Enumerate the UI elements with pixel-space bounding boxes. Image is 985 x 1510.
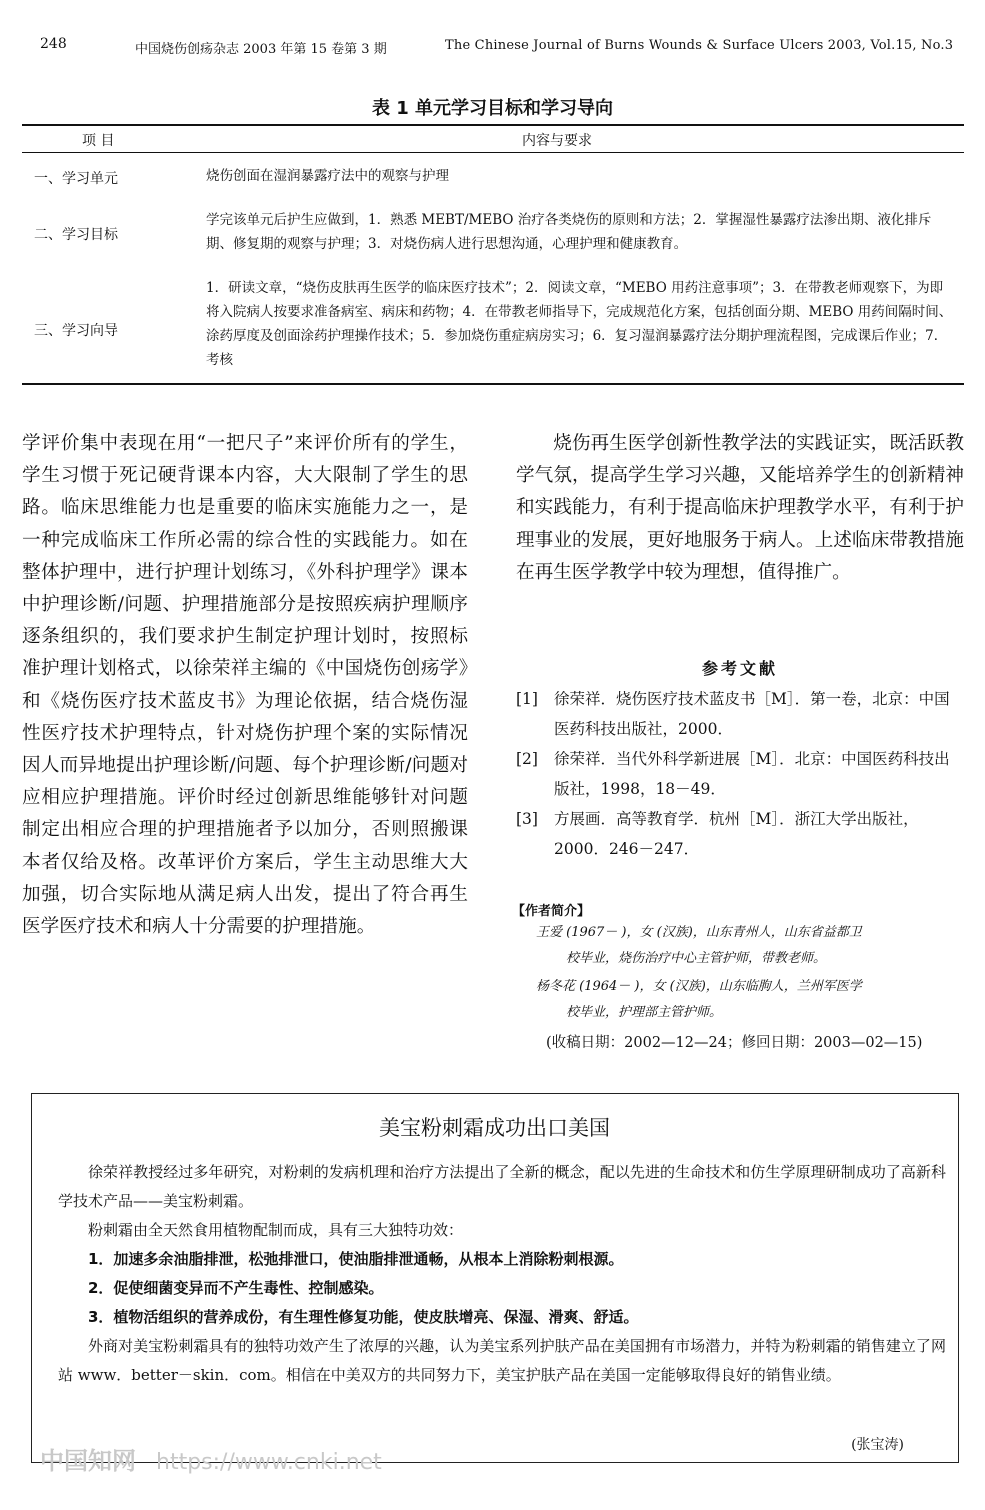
received-dates: (收稿日期：2002—12—24；修回日期：2003—02—15) (546, 1035, 923, 1051)
table-row-content: 烧伤创面在湿润暴露疗法中的观察与护理 (206, 168, 449, 184)
reference-number: [2] (516, 750, 538, 768)
cnki-watermark (40, 1441, 382, 1476)
news-list-item: 3．植物活组织的营养成份，有生理性修复功能，使皮肤增亮、保湿、滑爽、舒适。 (88, 1308, 639, 1326)
news-paragraph: 外商对美宝粉刺霜具有的独特功效产生了浓厚的兴趣，认为美宝系列护肤产品在美国拥有市场潜力，并特为粉刺霜的销售建立了网站 www．better－skin．com。相信在中美双方的共同努力下，美宝护肤产品在美国一定能够取得良好的销售业绩。 (58, 1337, 946, 1384)
body-text-left-column: 学评价集中表现在用“一把尺子”来评价所有的学生，学生习惯于死记硬背课本内容，大大限制了学生的思路。临床思维能力也是重要的临床实施能力之一，是一种完成临床工作所必需的综合性的实践能力。如在整体护理中，进行护理计划练习，《外科护理学》课本中护理诊断/问题、护理措施部分是按照疾病护理顺序逐条组织的，我们要求护生制定护理计划时，按照标准护理计划格式，以徐荣祥主编的《中国烧伤创疡学》和《烧伤医疗技术蓝皮书》为理论依据，结合烧伤湿性医疗技术护理特点，针对烧伤护理个案的实际情况因人而异地提出护理诊断/问题、每个护理诊断/问题对应相应护理措施。评价时经过创新思维能够针对问题制定出相应合理的护理措施者予以加分，否则照搬课本者仅给及格。改革评价方案后，学生主动思维大大加强，切合实际地从满足病人出发，提出了符合再生医学医疗技术和病人十分需要的护理措施。 (22, 433, 468, 938)
references-heading: 参考文献 (701, 659, 778, 678)
running-header (0, 30, 985, 64)
table-header-item: 项 目 (82, 133, 115, 149)
news-signature: (张宝涛) (851, 1437, 904, 1453)
reference-text: 徐荣祥．烧伤医疗技术蓝皮书［M］．第一卷，北京：中国医药科技出版社，2000． (554, 690, 950, 738)
news-box (31, 1093, 959, 1463)
table-row-content: 学完该单元后护生应做到，1．熟悉 MEBT/MEBO 治疗各类烧伤的原则和方法；2．掌握湿性暴露疗法渗出期、液化排斥期、修复期的观察与护理；3．对烧伤病人进行思想沟通，心理护理和健康教育。 (206, 212, 932, 252)
author-bio (536, 920, 964, 972)
reference-text: 徐荣祥．当代外科学新进展［M］．北京：中国医药科技出版社，1998，18－49． (554, 750, 950, 798)
table-bottom-rule (22, 383, 964, 385)
author-bio-line: 杨冬花 (1964－ )，女 (汉族)，山东临朐人，兰州军医学 (536, 979, 862, 994)
news-paragraph: 粉刺霜由全天然食用植物配制而成，具有三大独特功效： (88, 1221, 464, 1239)
news-paragraph: 徐荣祥教授经过多年研究，对粉刺的发病机理和治疗方法提出了全新的概念，配以先进的生命技术和仿生学原理研制成功了高新科学技术产品——美宝粉刺霜。 (58, 1163, 946, 1210)
page-number: 248 (40, 36, 67, 52)
author-bio-heading: 【作者简介】 (512, 904, 591, 919)
table-header-content: 内容与要求 (522, 133, 592, 149)
reference-number: [1] (516, 690, 538, 708)
watermark-brand: 中国知网 (40, 1447, 136, 1475)
author-bio (536, 974, 964, 1026)
journal-title-cn: 中国烧伤创疡杂志 2003 年第 15 卷第 3 期 (135, 42, 387, 57)
author-bio-line: 校毕业，烧伤治疗中心主管护师，带教老师。 (566, 951, 827, 966)
journal-title-en: The Chinese Journal of Burns Wounds & Surface Ulcers 2003, Vol.15, No.3 (445, 38, 954, 53)
reference-text: 方展画．高等教育学．杭州［M］．浙江大学出版社，2000．246－247． (554, 810, 919, 858)
body-text-right-column: 烧伤再生医学创新性教学法的实践证实，既活跃教学气氛，提高学生学习兴趣，又能培养学生的创新精神和实践能力，有利于提高临床护理教学水平，有利于护理事业的发展，更好地服务于病人。上述临床带教措施在再生医学教学中较为理想，值得推广。 (516, 433, 964, 583)
watermark-url: https://www.cnki.net (156, 1450, 382, 1475)
table-title: 表 1 单元学习目标和学习导向 (371, 98, 614, 119)
reference-number: [3] (516, 810, 538, 828)
table-row-label: 一、学习单元 (34, 171, 118, 187)
news-box-title: 美宝粉刺霜成功出口美国 (379, 1116, 610, 1140)
table-row-content: 1．研读文章，“烧伤皮肤再生医学的临床医疗技术”；2．阅读文章，“MEBO 用药注意事项”；3．在带教老师观察下，为即将入院病人按要求准备病室、病床和药物；4．在带教老师指导下，完成规范化方案，包括创面分期、MEBO 用药间隔时间、涂药厚度及创面涂药护理操作技术；5．参加烧伤重症病房实习；6．复习湿润暴露疗法分期护理流程图，完成课后作业；7．考核 (206, 280, 953, 368)
news-list-item: 2．促使细菌变异而不产生毒性、控制感染。 (88, 1279, 384, 1297)
table-header-rule (22, 152, 964, 153)
news-list-item: 1．加速多余油脂排泄，松弛排泄口，使油脂排泄通畅，从根本上消除粉刺根源。 (88, 1250, 624, 1268)
table-row-label: 三、学习向导 (34, 323, 118, 339)
author-bio-line: 王爱 (1967－ )，女 (汉族)，山东青州人，山东省益都卫 (536, 925, 862, 940)
author-bio-line: 校毕业，护理部主管护师。 (566, 1005, 723, 1020)
table-top-rule (22, 124, 964, 126)
table-row-label: 二、学习目标 (34, 227, 118, 243)
